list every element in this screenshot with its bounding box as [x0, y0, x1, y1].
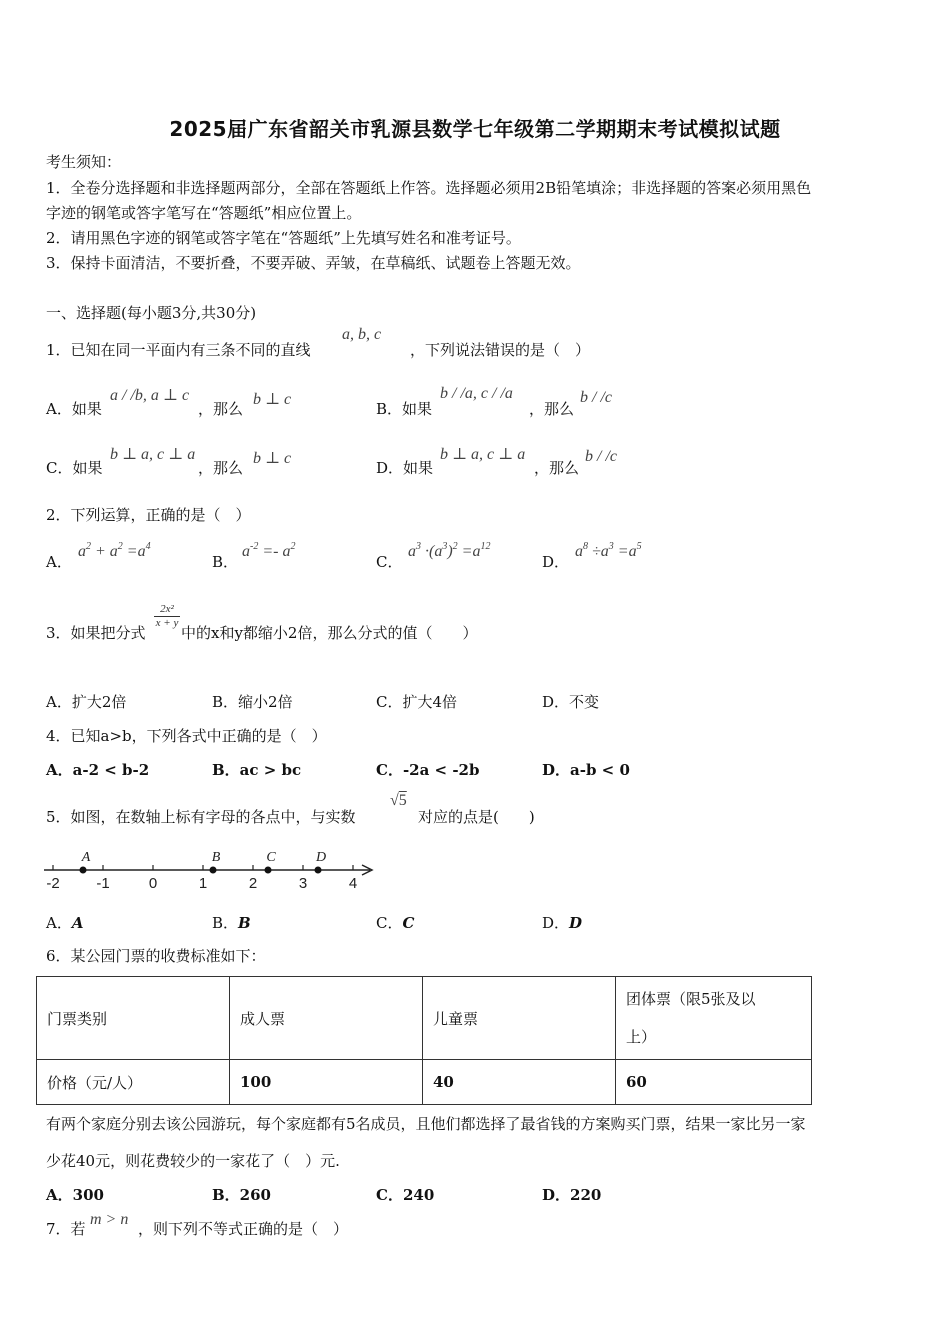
q4-option: B．ac > bc [212, 761, 302, 779]
q5-stem-pre: 5．如图，在数轴上标有字母的各点中，与实数 [46, 808, 356, 826]
number-line-point-label: B [211, 850, 221, 865]
q2-stem: 2．下列运算，正确的是（ ） [46, 506, 251, 524]
number-line-point [80, 867, 87, 874]
q6-text-2: 少花40元，则花费较少的一家花了（ ）元. [46, 1152, 340, 1170]
q2-option-d-expr: $a^8 \div a^3 =a^5$ [575, 541, 642, 560]
q4-option: A．a-2 < b-2 [46, 761, 150, 779]
q1-option-d-res: b / /c [585, 448, 617, 465]
q5-option-c: C．C [376, 914, 415, 932]
page-title: 2025届广东省韶关市乳源县数学七年级第二学期期末考试模拟试题 [169, 117, 781, 141]
q6-option: A．300 [46, 1186, 104, 1204]
q1-option-c-res: b ⊥ c [253, 450, 292, 467]
q2-option-c-label: C． [376, 553, 403, 571]
q1-stem-math: a, b, c [342, 326, 382, 343]
q1-option-a-then: ，那么 [198, 400, 244, 418]
q3-fraction [154, 603, 180, 630]
table-header-cell [616, 977, 812, 1060]
q2-option-b-expr: $a^{-2} =- a^2$ [242, 541, 296, 560]
q2-option-a-expr: $a^2 + a^2 =a^4$ [78, 541, 151, 560]
number-line-point [210, 867, 217, 874]
number-line-point-label: A [81, 850, 91, 865]
q6-option: D．220 [542, 1186, 602, 1204]
table-header-line: 上） [626, 1028, 657, 1046]
notice-heading: 考生须知： [46, 153, 122, 171]
q5-option-a: A．A [46, 914, 84, 932]
q3-fraction-numerator: 2x² [154, 603, 180, 617]
table-header-cell: 成人票 [230, 977, 423, 1060]
number-line-tick-label: 1 [198, 875, 208, 892]
q1-stem-pre: 1．已知在同一平面内有三条不同的直线 [46, 341, 311, 359]
table-header-cell: 门票类别 [37, 977, 230, 1060]
q6-text-1: 有两个家庭分别去该公园游玩，每个家庭都有5名成员，且他们都选择了最省钱的方案购买门票，结果一家比另一家 [46, 1115, 806, 1133]
q5-option-b: B．B [212, 914, 251, 932]
q3-option: B．缩小2倍 [212, 693, 293, 711]
q1-option-c-cond: b ⊥ a, c ⊥ a [110, 446, 196, 463]
table-row [37, 1060, 812, 1105]
q5-stem-post: 对应的点是( ) [418, 808, 535, 826]
number-line-tick-label: -2 [46, 875, 60, 892]
number-line-point [315, 867, 322, 874]
q4-option: D．a-b < 0 [542, 761, 630, 779]
q2-option-b-label: B． [212, 553, 239, 571]
q1-option-a-cond: a / /b, a ⊥ c [110, 387, 190, 404]
q3-stem-pre: 3．如果把分式 [46, 624, 146, 642]
q1-option-b-then: ，那么 [529, 400, 575, 418]
notice-item: 字迹的钢笔或答字笔写在“答题纸”相应位置上。 [46, 204, 362, 222]
q1-option-b-cond: b / /a, c / /a [440, 385, 513, 402]
q6-option: C．240 [376, 1186, 435, 1204]
q7-stem-post: ，则下列不等式正确的是（ ） [138, 1220, 349, 1238]
q6-option: B．260 [212, 1186, 271, 1204]
q2-option-d-label: D． [542, 553, 570, 571]
q1-option-c-then: ，那么 [198, 459, 244, 477]
q1-option-d-cond: b ⊥ a, c ⊥ a [440, 446, 526, 463]
notice-item: 3．保持卡面清洁，不要折叠，不要弄破、弄皱，在草稿纸、试题卷上答题无效。 [46, 254, 581, 272]
number-line-tick-label: -1 [96, 875, 110, 892]
table-cell: 100 [230, 1060, 423, 1105]
q3-option: D．不变 [542, 693, 600, 711]
q5-sqrt5: √5 [390, 792, 407, 809]
table-header-line: 团体票（限5张及以 [626, 990, 756, 1008]
q2-option-c-expr: $a^3 \cdot(a^3)^2 =a^{12}$ [408, 541, 491, 560]
table-row-label: 价格（元/人） [37, 1060, 230, 1105]
q1-option-d-label: D．如果 [376, 459, 434, 477]
q7-stem-math: m > n [90, 1211, 129, 1228]
table-header-cell: 儿童票 [423, 977, 616, 1060]
q3-fraction-denominator: x + y [155, 617, 179, 629]
number-line-tick-label: 2 [248, 875, 258, 892]
q3-stem-post: 中的x和y都缩小2倍，那么分式的值（ ） [181, 624, 478, 642]
ticket-price-table [36, 976, 812, 1105]
table-row [37, 977, 812, 1060]
q1-option-b-res: b / /c [580, 389, 612, 406]
q1-option-c-label: C．如果 [46, 459, 103, 477]
section-heading: 一、选择题(每小题3分,共30分) [46, 304, 257, 322]
number-line-point-label: C [266, 850, 276, 865]
number-line [40, 842, 380, 894]
table-cell: 60 [616, 1060, 812, 1105]
q4-option: C．-2a < -2b [376, 761, 480, 779]
q2-option-a-label: A． [46, 553, 72, 571]
number-line-tick-label: 0 [148, 875, 158, 892]
q3-option: C．扩大4倍 [376, 693, 458, 711]
q5-option-d: D．D [542, 914, 583, 932]
number-line-tick-label: 3 [298, 875, 308, 892]
table-cell: 40 [423, 1060, 616, 1105]
q1-option-b-label: B．如果 [376, 400, 433, 418]
q3-option: A．扩大2倍 [46, 693, 127, 711]
q7-stem-pre: 7．若 [46, 1220, 86, 1238]
notice-item: 2．请用黑色字迹的钢笔或答字笔在“答题纸”上先填写姓名和准考证号。 [46, 229, 521, 247]
q1-stem-post: ，下列说法错误的是（ ） [410, 341, 591, 359]
q1-option-a-res: b ⊥ c [253, 391, 292, 408]
number-line-tick-label: 4 [348, 875, 358, 892]
notice-item: 1．全卷分选择题和非选择题两部分，全部在答题纸上作答。选择题必须用2B铅笔填涂；非选择题的答案必须用黑色 [46, 179, 812, 197]
number-line-point [265, 867, 272, 874]
q4-stem: 4．已知a>b，下列各式中正确的是（ ） [46, 727, 327, 745]
q1-option-a-label: A．如果 [46, 400, 102, 418]
q1-option-d-then: ，那么 [534, 459, 580, 477]
q6-stem: 6．某公园门票的收费标准如下： [46, 947, 266, 965]
number-line-point-label: D [315, 850, 327, 865]
